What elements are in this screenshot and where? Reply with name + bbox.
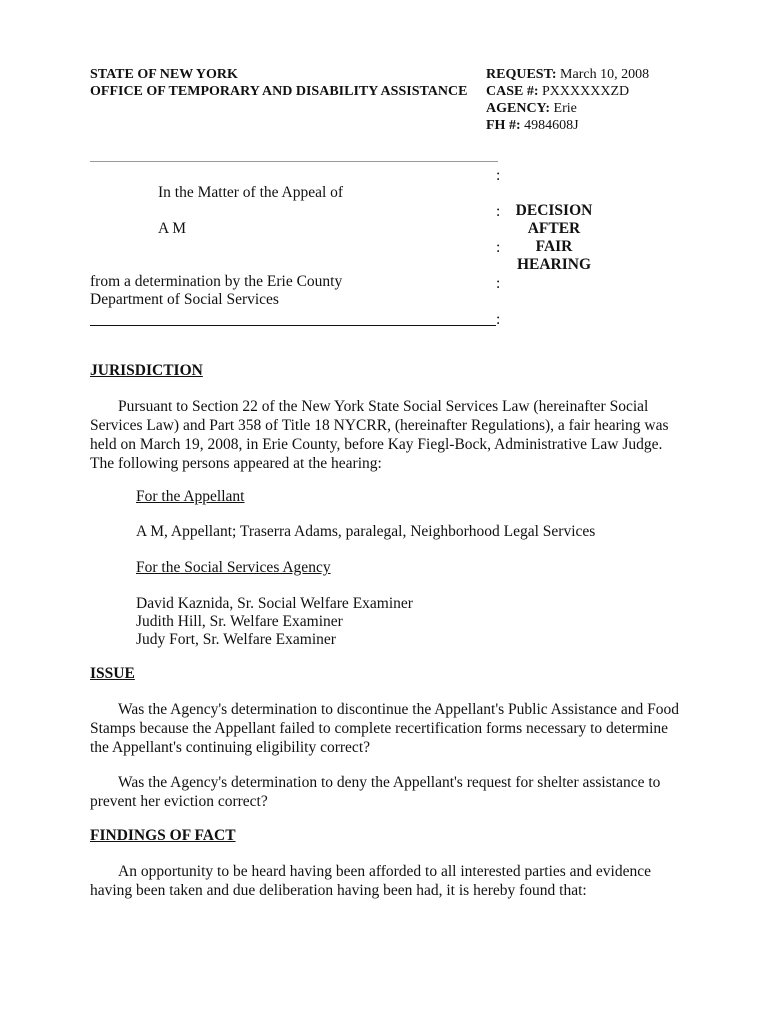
- issue-question: Was the Agency's determination to discontinue the Appellant's Public Assistance and Food Stamps because the Appellant failed to complete recertification forms necessary to determine the Appellant's continuing eligibility correct?: [90, 701, 679, 756]
- issue-question: Was the Agency's determination to deny the Appellant's request for shelter assistance to prevent her eviction correct?: [90, 774, 661, 810]
- caption-colon: :: [496, 239, 501, 256]
- issue-heading: ISSUE: [90, 665, 135, 682]
- agency-attendee: Judy Fort, Sr. Welfare Examiner: [136, 631, 336, 648]
- caption-colon: :: [496, 167, 501, 184]
- caption-top-rule: [90, 161, 498, 162]
- caption-bottom-rule: [90, 325, 496, 326]
- decision-title-line: FAIR: [535, 238, 573, 255]
- agency-attendee: Judith Hill, Sr. Welfare Examiner: [136, 613, 343, 630]
- decision-title-line: AFTER: [527, 220, 581, 237]
- jurisdiction-heading: JURISDICTION: [90, 362, 203, 379]
- request-line: [486, 66, 649, 83]
- decision-title-line: DECISION: [515, 202, 593, 219]
- appellant-name: A M: [158, 220, 186, 237]
- jurisdiction-paragraph: Pursuant to Section 22 of the New York State Social Services Law (hereinafter Social Services Law) and Part 358 of Title 18 NYCRR, (hereinafter Regulations), a fair hearing was held on March 19, 2008, in Erie County, before Kay Fiegl-Bock, Administrative Law Judge. The following persons appeared at the hearing:: [90, 398, 669, 472]
- caption-colon: :: [496, 203, 501, 220]
- agency-line: [486, 100, 577, 117]
- request-date: March 10, 2008: [560, 67, 650, 82]
- appeal-matter-text: In the Matter of the Appeal of: [158, 184, 344, 201]
- agency-state-name: STATE OF NEW YORK: [90, 67, 238, 82]
- fh-number: 4984608J: [524, 118, 579, 133]
- appellant-section-heading: For the Appellant: [136, 488, 245, 505]
- request-label: REQUEST:: [486, 67, 557, 82]
- caption-colon: :: [496, 275, 501, 292]
- case-line: [486, 83, 629, 100]
- agency-office-name: OFFICE OF TEMPORARY AND DISABILITY ASSISTANCE: [90, 84, 468, 99]
- decision-title-line: HEARING: [516, 256, 592, 273]
- determination-line: Department of Social Services: [90, 291, 279, 308]
- case-number: PXXXXXXZD: [542, 84, 630, 99]
- appellant-attendees: A M, Appellant; Traserra Adams, paralegal, Neighborhood Legal Services: [136, 523, 596, 540]
- findings-paragraph: An opportunity to be heard having been afforded to all interested parties and evidence having been taken and due deliberation having been had, it is hereby found that:: [90, 863, 651, 899]
- agency-attendee: David Kaznida, Sr. Social Welfare Examiner: [136, 595, 413, 612]
- decision-title: [512, 202, 596, 274]
- agency-value: Erie: [553, 101, 577, 116]
- case-label: CASE #:: [486, 84, 539, 99]
- agency-label: AGENCY:: [486, 101, 551, 116]
- fh-line: [486, 117, 579, 134]
- findings-heading: FINDINGS OF FACT: [90, 827, 236, 844]
- agency-section-heading: For the Social Services Agency: [136, 559, 331, 576]
- fh-label: FH #:: [486, 118, 521, 133]
- determination-line: from a determination by the Erie County: [90, 273, 343, 290]
- caption-colon: :: [496, 311, 501, 328]
